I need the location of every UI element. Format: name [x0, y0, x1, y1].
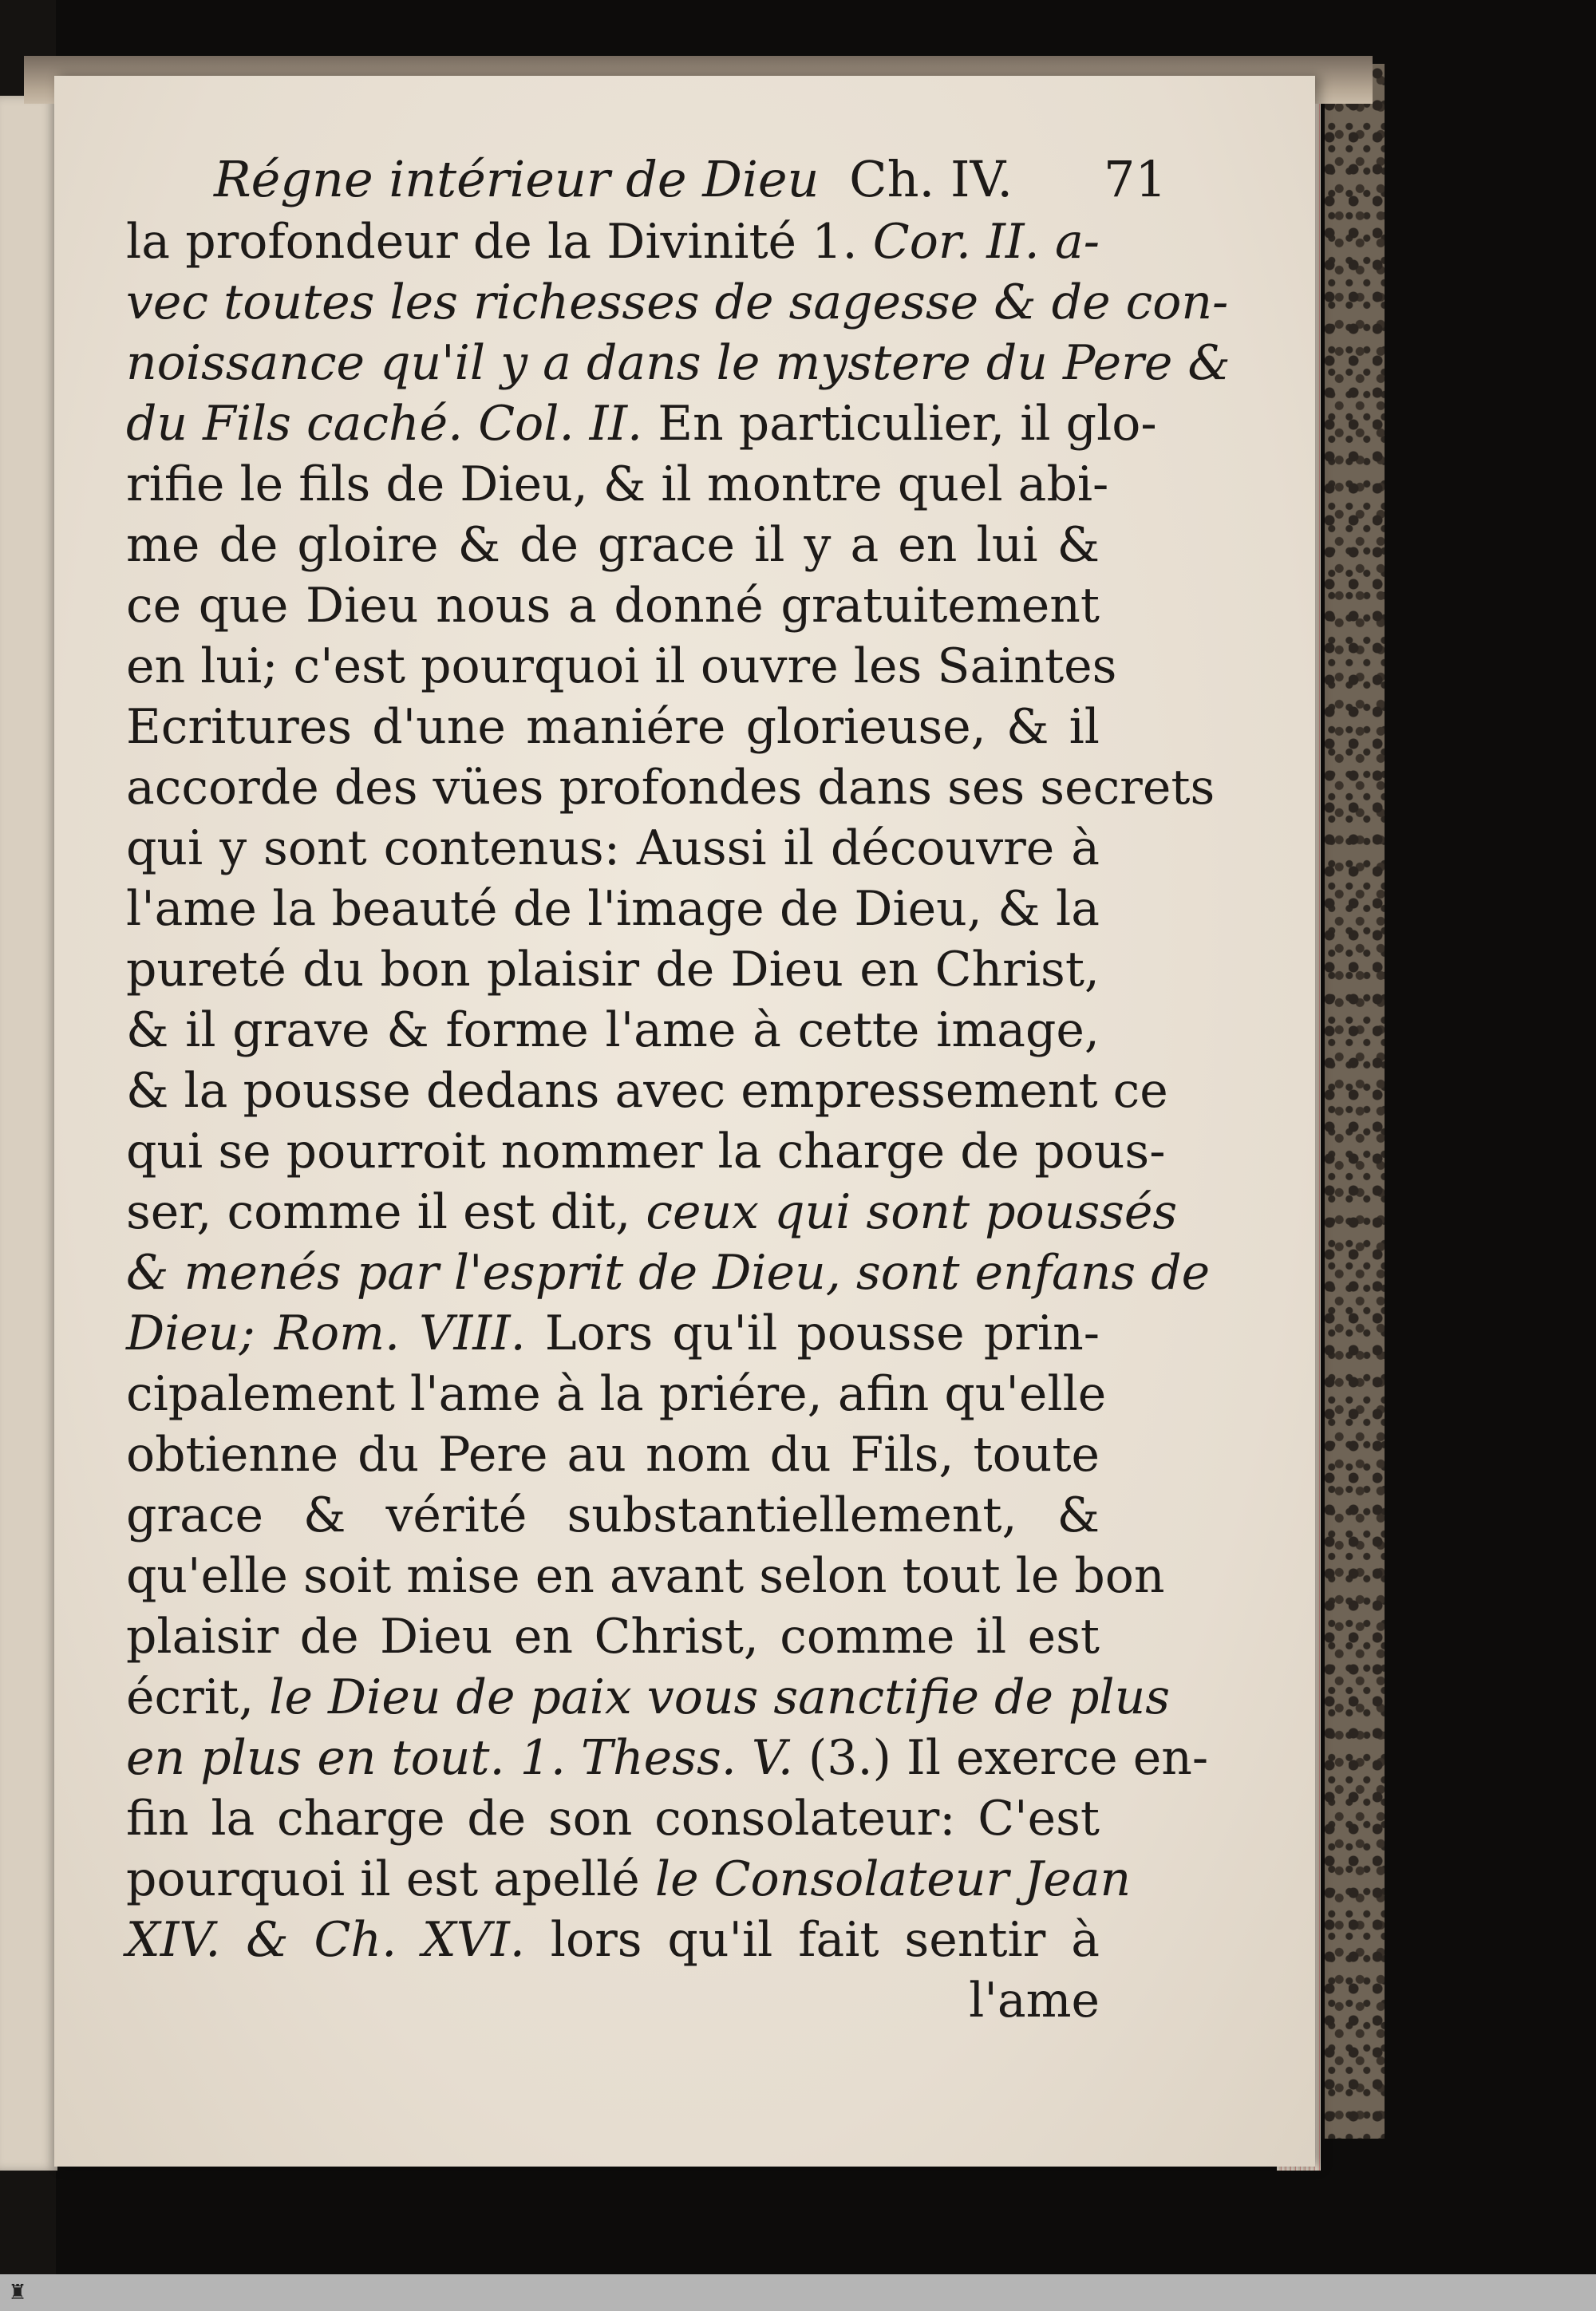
text-line	[126, 272, 1229, 333]
text-line	[126, 1910, 1100, 1970]
text-line	[126, 575, 1100, 636]
text-line	[126, 1667, 1171, 1728]
text-line	[126, 1424, 1100, 1485]
library-logo-icon: ♜	[8, 2281, 27, 2305]
running-title: Régne intérieur de Dieu	[214, 150, 820, 208]
text-line	[126, 1606, 1100, 1667]
text-line	[126, 879, 1100, 939]
text-line	[126, 818, 1100, 879]
text-line	[126, 1485, 1100, 1546]
text-segment: qui se pourroit nommer la charge de pous-	[126, 1124, 1166, 1179]
text-segment: & la pousse dedans avec empressement ce	[126, 1063, 1168, 1119]
text-line	[126, 515, 1100, 575]
text-line	[126, 1364, 1107, 1424]
text-line	[126, 211, 1100, 272]
text-segment: plaisir de Dieu en Christ, comme il est	[126, 1609, 1100, 1665]
text-segment: la profondeur de la Divinité 1.	[126, 214, 873, 270]
text-line	[126, 1182, 1178, 1242]
text-segment: XIV. & Ch. XVI.	[126, 1912, 551, 1968]
text-segment: noissance qu'il y a dans le mystere du Pere &	[126, 335, 1231, 391]
text-segment: pureté du bon plaisir de Dieu en Christ,	[126, 942, 1100, 997]
text-segment: du Fils caché. Col. II.	[126, 396, 658, 452]
text-segment: en plus en tout. 1. Thess. V.	[126, 1730, 808, 1786]
text-segment: qu'elle soit mise en avant selon tout le bon	[126, 1548, 1165, 1604]
page-number: 71	[1104, 150, 1167, 208]
body-text	[126, 211, 1231, 1970]
text-segment: l'ame la beauté de l'image de Dieu, & la	[126, 881, 1100, 937]
text-segment: (3.) Il exerce en-	[808, 1730, 1209, 1786]
text-line	[126, 393, 1157, 454]
chapter-label: Ch. IV.	[849, 150, 1013, 208]
text-segment: rifie le fils de Dieu, & il montre quel abi-	[126, 456, 1109, 512]
text-line	[126, 697, 1100, 757]
text-segment: ceux qui sont poussés	[646, 1184, 1178, 1240]
text-segment: En particulier, il glo-	[658, 396, 1157, 452]
text-line	[126, 454, 1109, 515]
text-segment: cipalement l'ame à la priére, afin qu'elle	[126, 1366, 1107, 1422]
text-segment: écrit,	[126, 1669, 270, 1725]
text-segment: vec toutes les richesses de sagesse & de con-	[126, 275, 1229, 330]
text-line	[126, 1061, 1168, 1121]
catchword: l'ame	[969, 1973, 1100, 2029]
text-line	[126, 1788, 1100, 1849]
text-segment: Ecritures d'une maniére glorieuse, & il	[126, 699, 1100, 755]
text-segment: le Consolateur Jean	[654, 1851, 1132, 1907]
text-segment: & menés par l'esprit de Dieu, sont enfans de	[126, 1245, 1211, 1301]
text-segment: Lors qu'il pousse prin-	[544, 1306, 1100, 1361]
text-line	[126, 1728, 1209, 1788]
text-line	[126, 636, 1117, 697]
text-segment: obtienne du Pere au nom du Fils, toute	[126, 1427, 1100, 1483]
page-text	[126, 148, 1231, 2031]
text-line	[126, 1121, 1166, 1182]
book-cover-edge	[1325, 64, 1385, 2139]
text-line	[126, 939, 1100, 1000]
text-segment: & il grave & forme l'ame à cette image,	[126, 1002, 1100, 1058]
text-line	[126, 1303, 1100, 1364]
text-segment: Dieu; Rom. VIII.	[126, 1306, 545, 1361]
text-line	[126, 1000, 1100, 1061]
text-segment: ser, comme il est dit,	[126, 1184, 646, 1240]
text-segment: en lui; c'est pourquoi il ouvre les Saintes	[126, 638, 1117, 694]
text-segment: le Dieu de paix vous sanctifie de plus	[269, 1669, 1171, 1725]
text-line	[126, 757, 1215, 818]
text-segment: qui y sont contenus: Aussi il découvre à	[126, 820, 1100, 876]
text-segment: accorde des vües profondes dans ses secrets	[126, 760, 1215, 816]
text-segment: ce que Dieu nous a donné gratuitement	[126, 578, 1100, 634]
facing-page-edge	[0, 96, 57, 2171]
text-line	[126, 1242, 1211, 1303]
text-segment: pourquoi il est apellé	[126, 1851, 655, 1907]
text-segment: me de gloire & de grace il y a en lui &	[126, 517, 1100, 573]
text-line	[126, 1546, 1165, 1606]
text-segment: grace & vérité substantiellement, &	[126, 1487, 1100, 1543]
text-segment: Cor. II. a-	[872, 214, 1100, 270]
text-segment: fin la charge de son consolateur: C'est	[126, 1791, 1100, 1847]
running-header	[214, 148, 1167, 211]
text-line	[126, 333, 1231, 393]
footer-bar	[0, 2274, 1596, 2311]
text-segment: lors qu'il fait sentir à	[550, 1912, 1100, 1968]
text-line	[126, 1849, 1132, 1910]
